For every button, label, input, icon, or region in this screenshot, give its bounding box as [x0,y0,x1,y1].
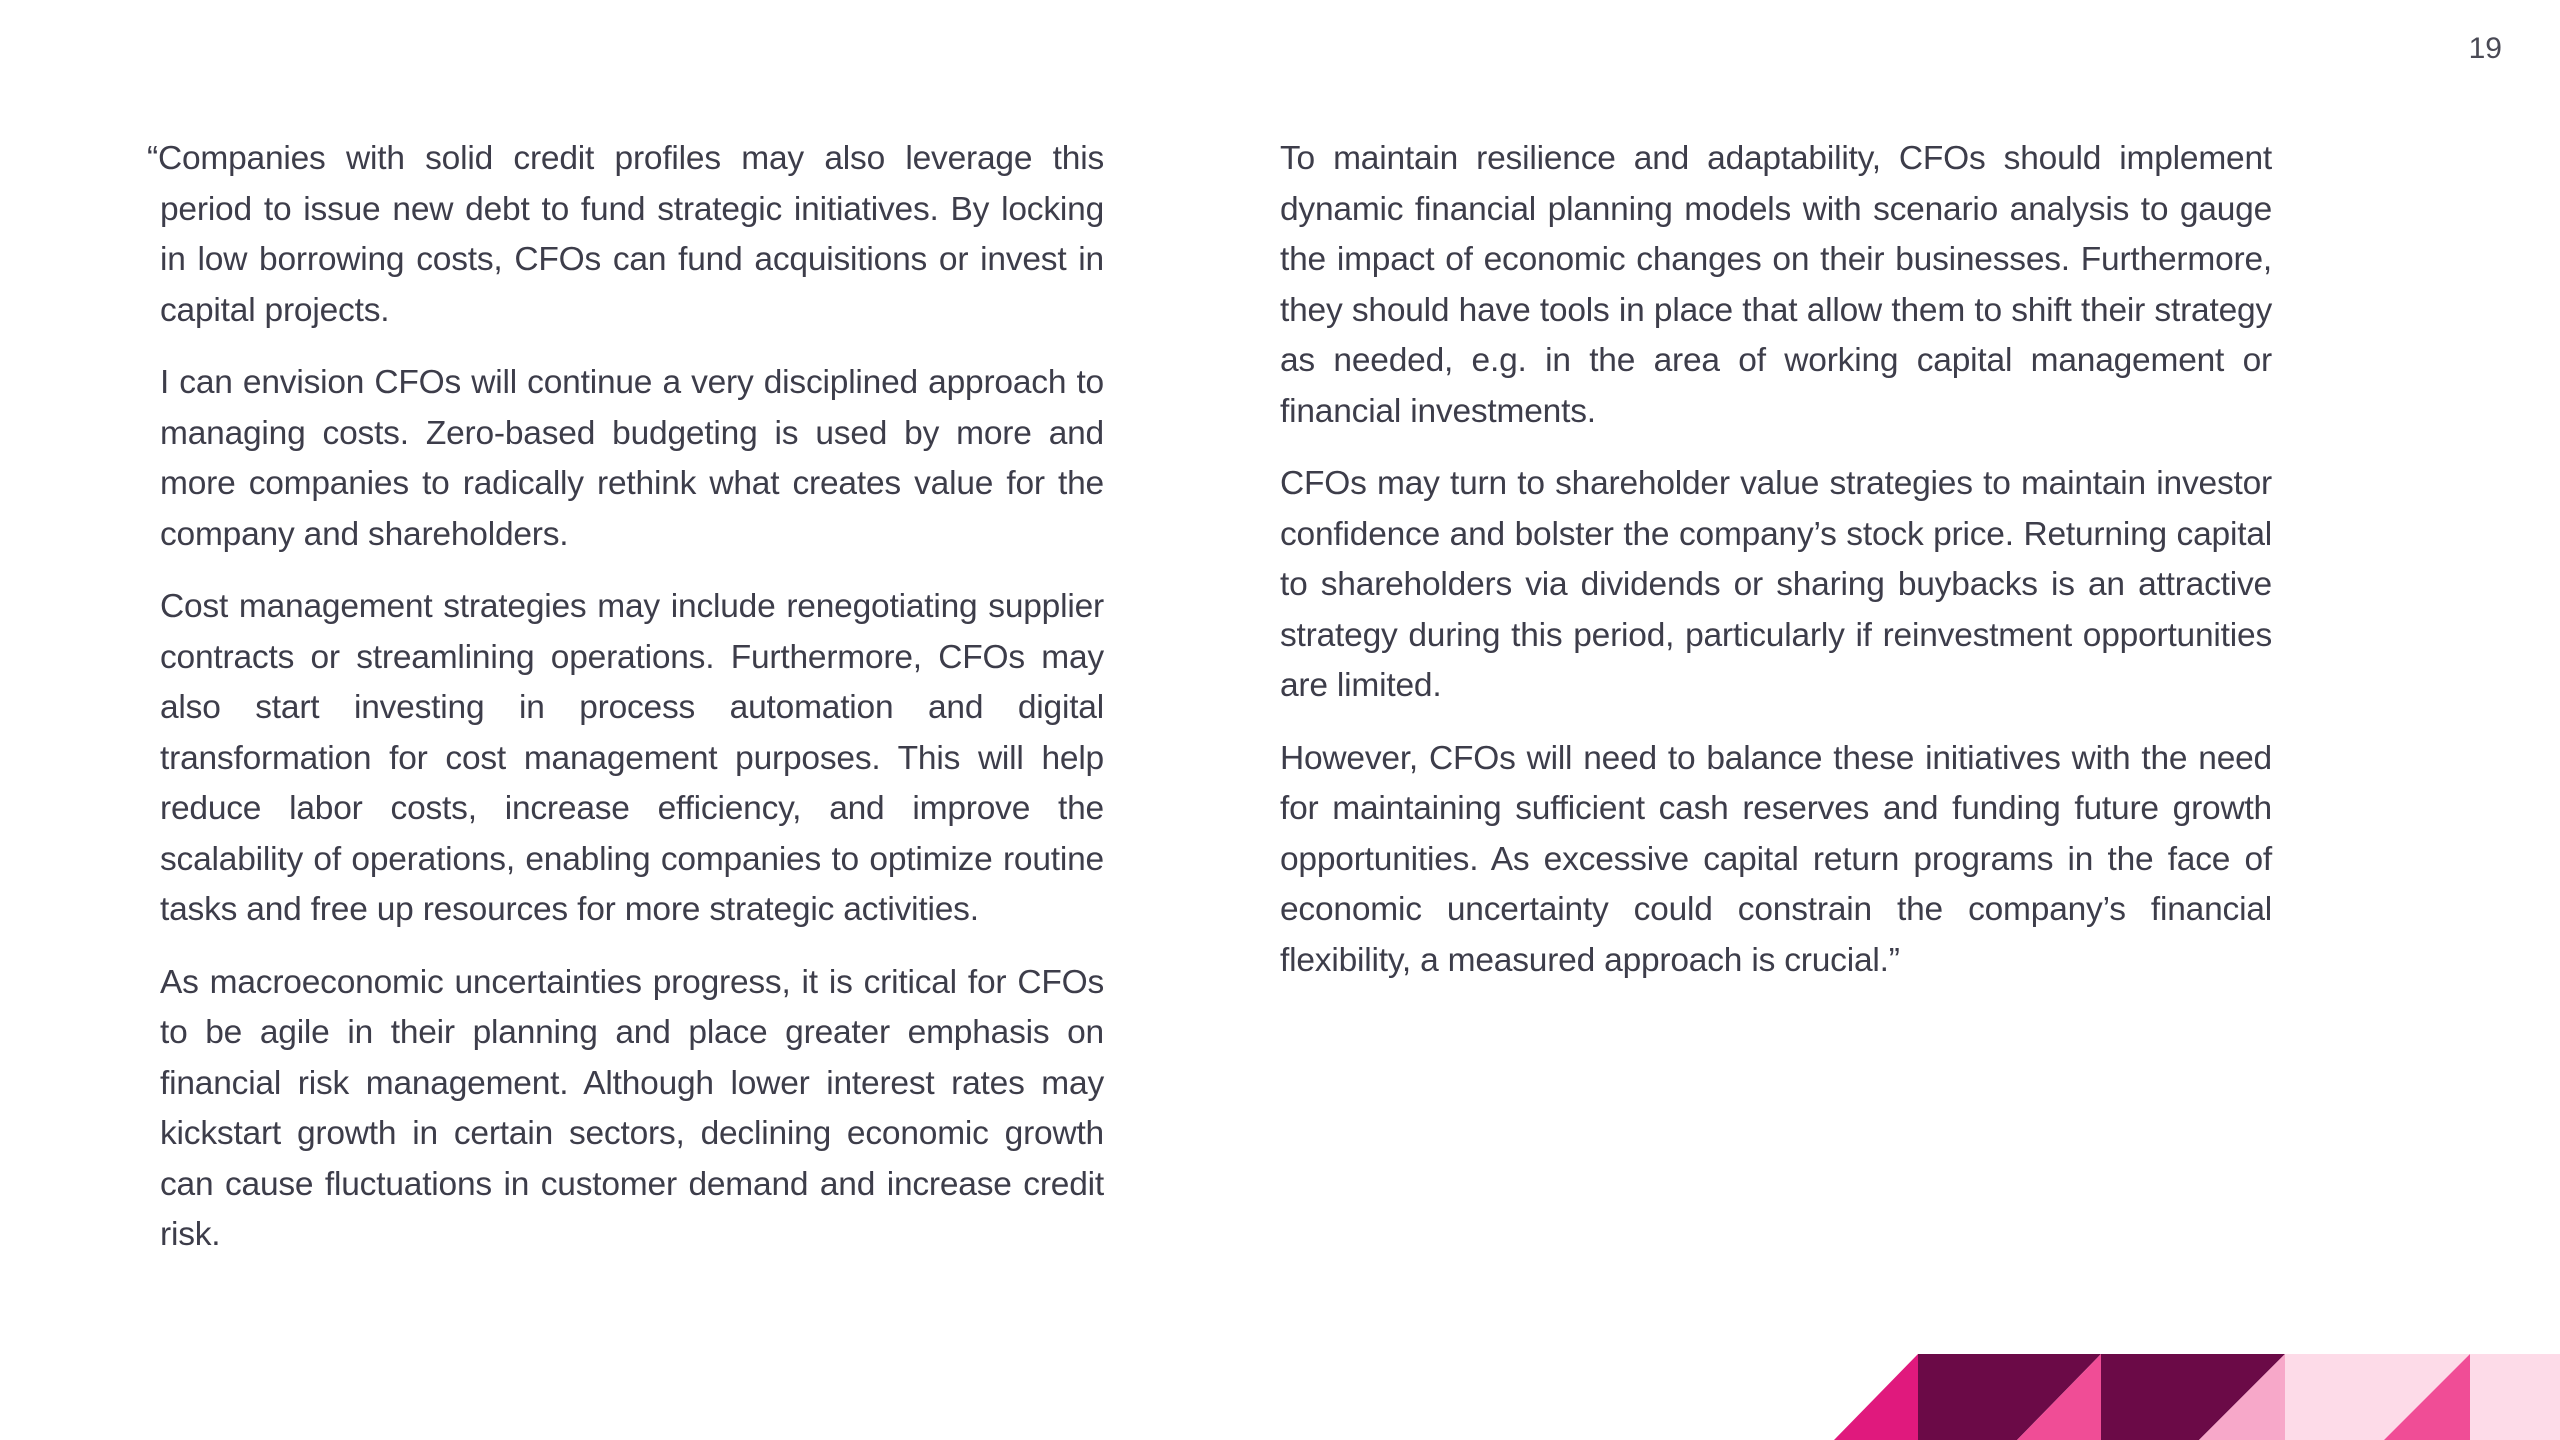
paragraph-cost-discipline: I can envision CFOs will continue a very disciplined approach to managing costs. Zero-based budgeting is used by more and more companies to radically rethink what creates value for the company and shareholders. [160,364,1104,553]
decor-shape-magenta [1834,1354,1918,1440]
page-number: 19 [2468,32,2502,65]
decor-shape-plum-1 [1918,1354,2101,1440]
decor-shape-hotpink-2 [2384,1354,2470,1440]
decor-shape-plum-2 [2101,1354,2285,1440]
paragraph-text: “Companies with solid credit profiles may also leverage this period to issue new debt to fund strategic initiatives. By locking in low borrowing costs, CFOs can fund acquisitions or invest in capital projects. [147,140,1104,329]
paragraph-balance: However, CFOs will need to balance these initiatives with the need for maintaining sufficient cash reserves and funding future growth opportunities. As excessive capital return programs in the face of economic uncertainty could constrain the company’s financial flexibility, a measured approach is crucial.” [1280,739,2272,979]
paragraph-risk-management: As macroeconomic uncertainties progress, it is critical for CFOs to be agile in their planning and place greater emphasis on financial risk management. Although lower interest rates may kickstart growth in certain sectors, declining economic growth can cause fluctuations in customer demand and increase credit risk. [160,963,1104,1253]
paragraph-resilience: To maintain resilience and adaptability, CFOs should implement dynamic financial planning models with scenario analysis to gauge the impact of economic changes on their businesses. Furthermore, they should have tools in place that allow them to shift their strategy as needed, e.g. in the area of working capital management or financial investments. [1280,140,2272,430]
paragraph-cost-strategies: Cost management strategies may include renegotiating supplier contracts or streamlining operations. Furthermore, CFOs may also start investing in process automation and digital transformation for cost management purposes. This will help reduce labor costs, increase efficiency, and improve the scalability of operations, enabling companies to optimize routine tasks and free up resources for more strategic activities. [160,588,1104,928]
decor-shape-palepink-1 [2285,1354,2470,1440]
right-text-column [1280,134,2272,1008]
paragraph-shareholder-value: CFOs may turn to shareholder value strategies to maintain investor confidence and bolster the company’s stock price. Returning capital to shareholders via dividends or sharing buybacks is an attractive strategy during this period, particularly if reinvestment opportunities are limited. [1280,465,2272,704]
left-text-column [147,134,1104,1283]
decor-shape-hotpink-1 [2017,1354,2101,1440]
decor-shape-palepink-2 [2470,1354,2560,1440]
decor-shape-lightpink [2199,1354,2285,1440]
paragraph-debt-issuance [147,134,1104,336]
